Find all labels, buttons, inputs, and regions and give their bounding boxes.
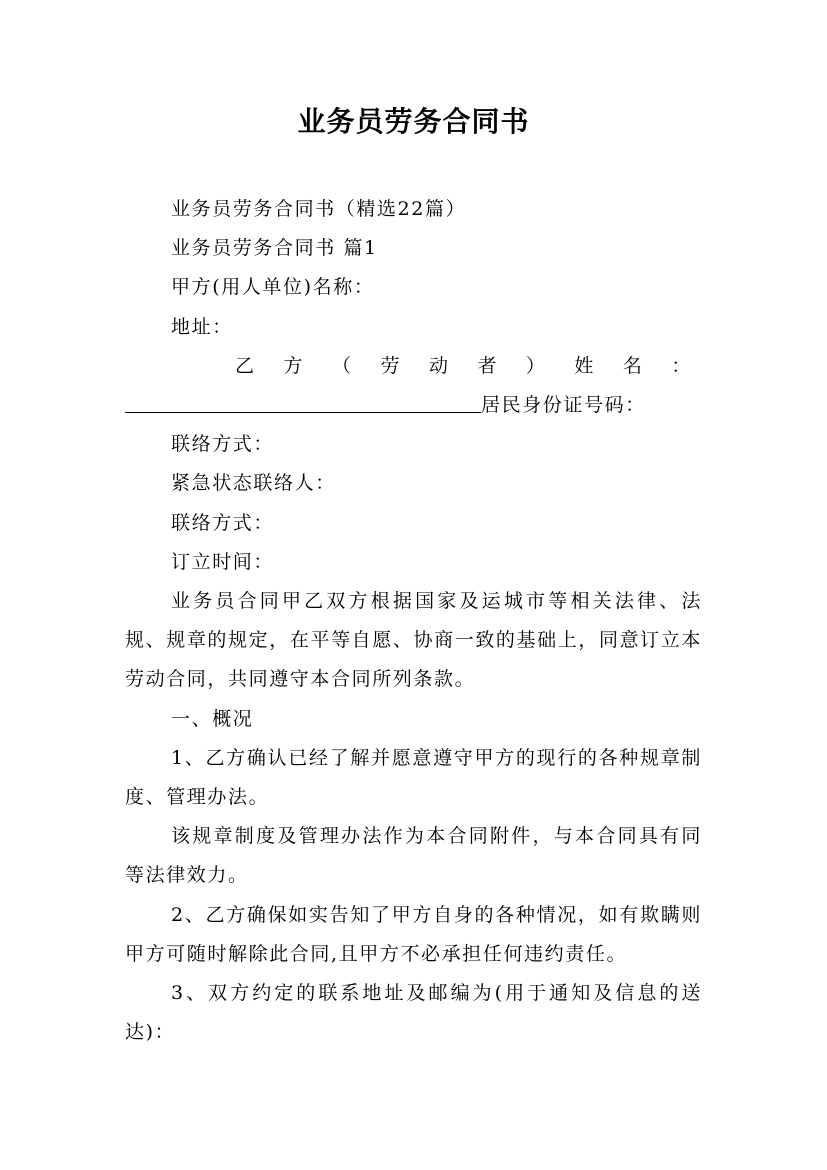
clause-1-note: 该规章制度及管理办法作为本合同附件，与本合同具有同等法律效力。 bbox=[125, 825, 702, 887]
party-b-name-line bbox=[125, 347, 702, 386]
contact-label-2: 联络方式： bbox=[171, 511, 275, 534]
document-title: 业务员劳务合同书 bbox=[297, 105, 530, 138]
id-number-line bbox=[125, 386, 702, 425]
emergency-contact-label: 紧急状态联络人： bbox=[171, 472, 336, 495]
party-b-char: 者 bbox=[477, 354, 499, 377]
clause-1: 1、乙方确认已经了解并愿意遵守甲方的现行的各种规章制度、管理办法。 bbox=[125, 746, 702, 809]
party-b-char: （ bbox=[331, 354, 353, 377]
party-b-char: 动 bbox=[428, 354, 450, 377]
document-subtitle: 业务员劳务合同书（精选22篇） bbox=[171, 198, 467, 220]
address-label: 地址： bbox=[171, 315, 233, 338]
party-b-char: 姓 bbox=[574, 354, 595, 377]
party-a-name-label: 甲方(用人单位)名称： bbox=[171, 276, 375, 299]
document-body bbox=[125, 190, 702, 1052]
contact-label-1: 联络方式： bbox=[171, 433, 275, 456]
signing-time-label: 订立时间： bbox=[171, 550, 275, 573]
party-b-char: 乙 bbox=[235, 354, 256, 377]
party-b-char: 方 bbox=[283, 354, 305, 377]
section-heading: 业务员劳务合同书 篇1 bbox=[171, 237, 378, 260]
party-b-char: ） bbox=[525, 354, 547, 377]
clause-3: 3、双方约定的联系地址及邮编为(用于通知及信息的送达)： bbox=[125, 982, 702, 1044]
intro-paragraph: 业务员合同甲乙双方根据国家及运城市等相关法律、法规、规章的规定，在平等自愿、协商一致的基础上，同意订立本劳动合同，共同遵守本合同所列条款。 bbox=[125, 590, 702, 691]
clause-2: 2、乙方确保如实告知了甲方自身的各种情况，如有欺瞒则甲方可随时解除此合同,且甲方不必承担任何违约责任。 bbox=[125, 903, 702, 965]
chapter-heading: 一、概况 bbox=[171, 707, 254, 730]
name-blank-underline bbox=[125, 388, 481, 413]
id-number-label: 居民身份证号码： bbox=[481, 394, 646, 417]
party-b-char: 名 bbox=[622, 354, 644, 377]
party-b-char: ： bbox=[671, 354, 692, 377]
party-b-char: 劳 bbox=[380, 354, 402, 377]
